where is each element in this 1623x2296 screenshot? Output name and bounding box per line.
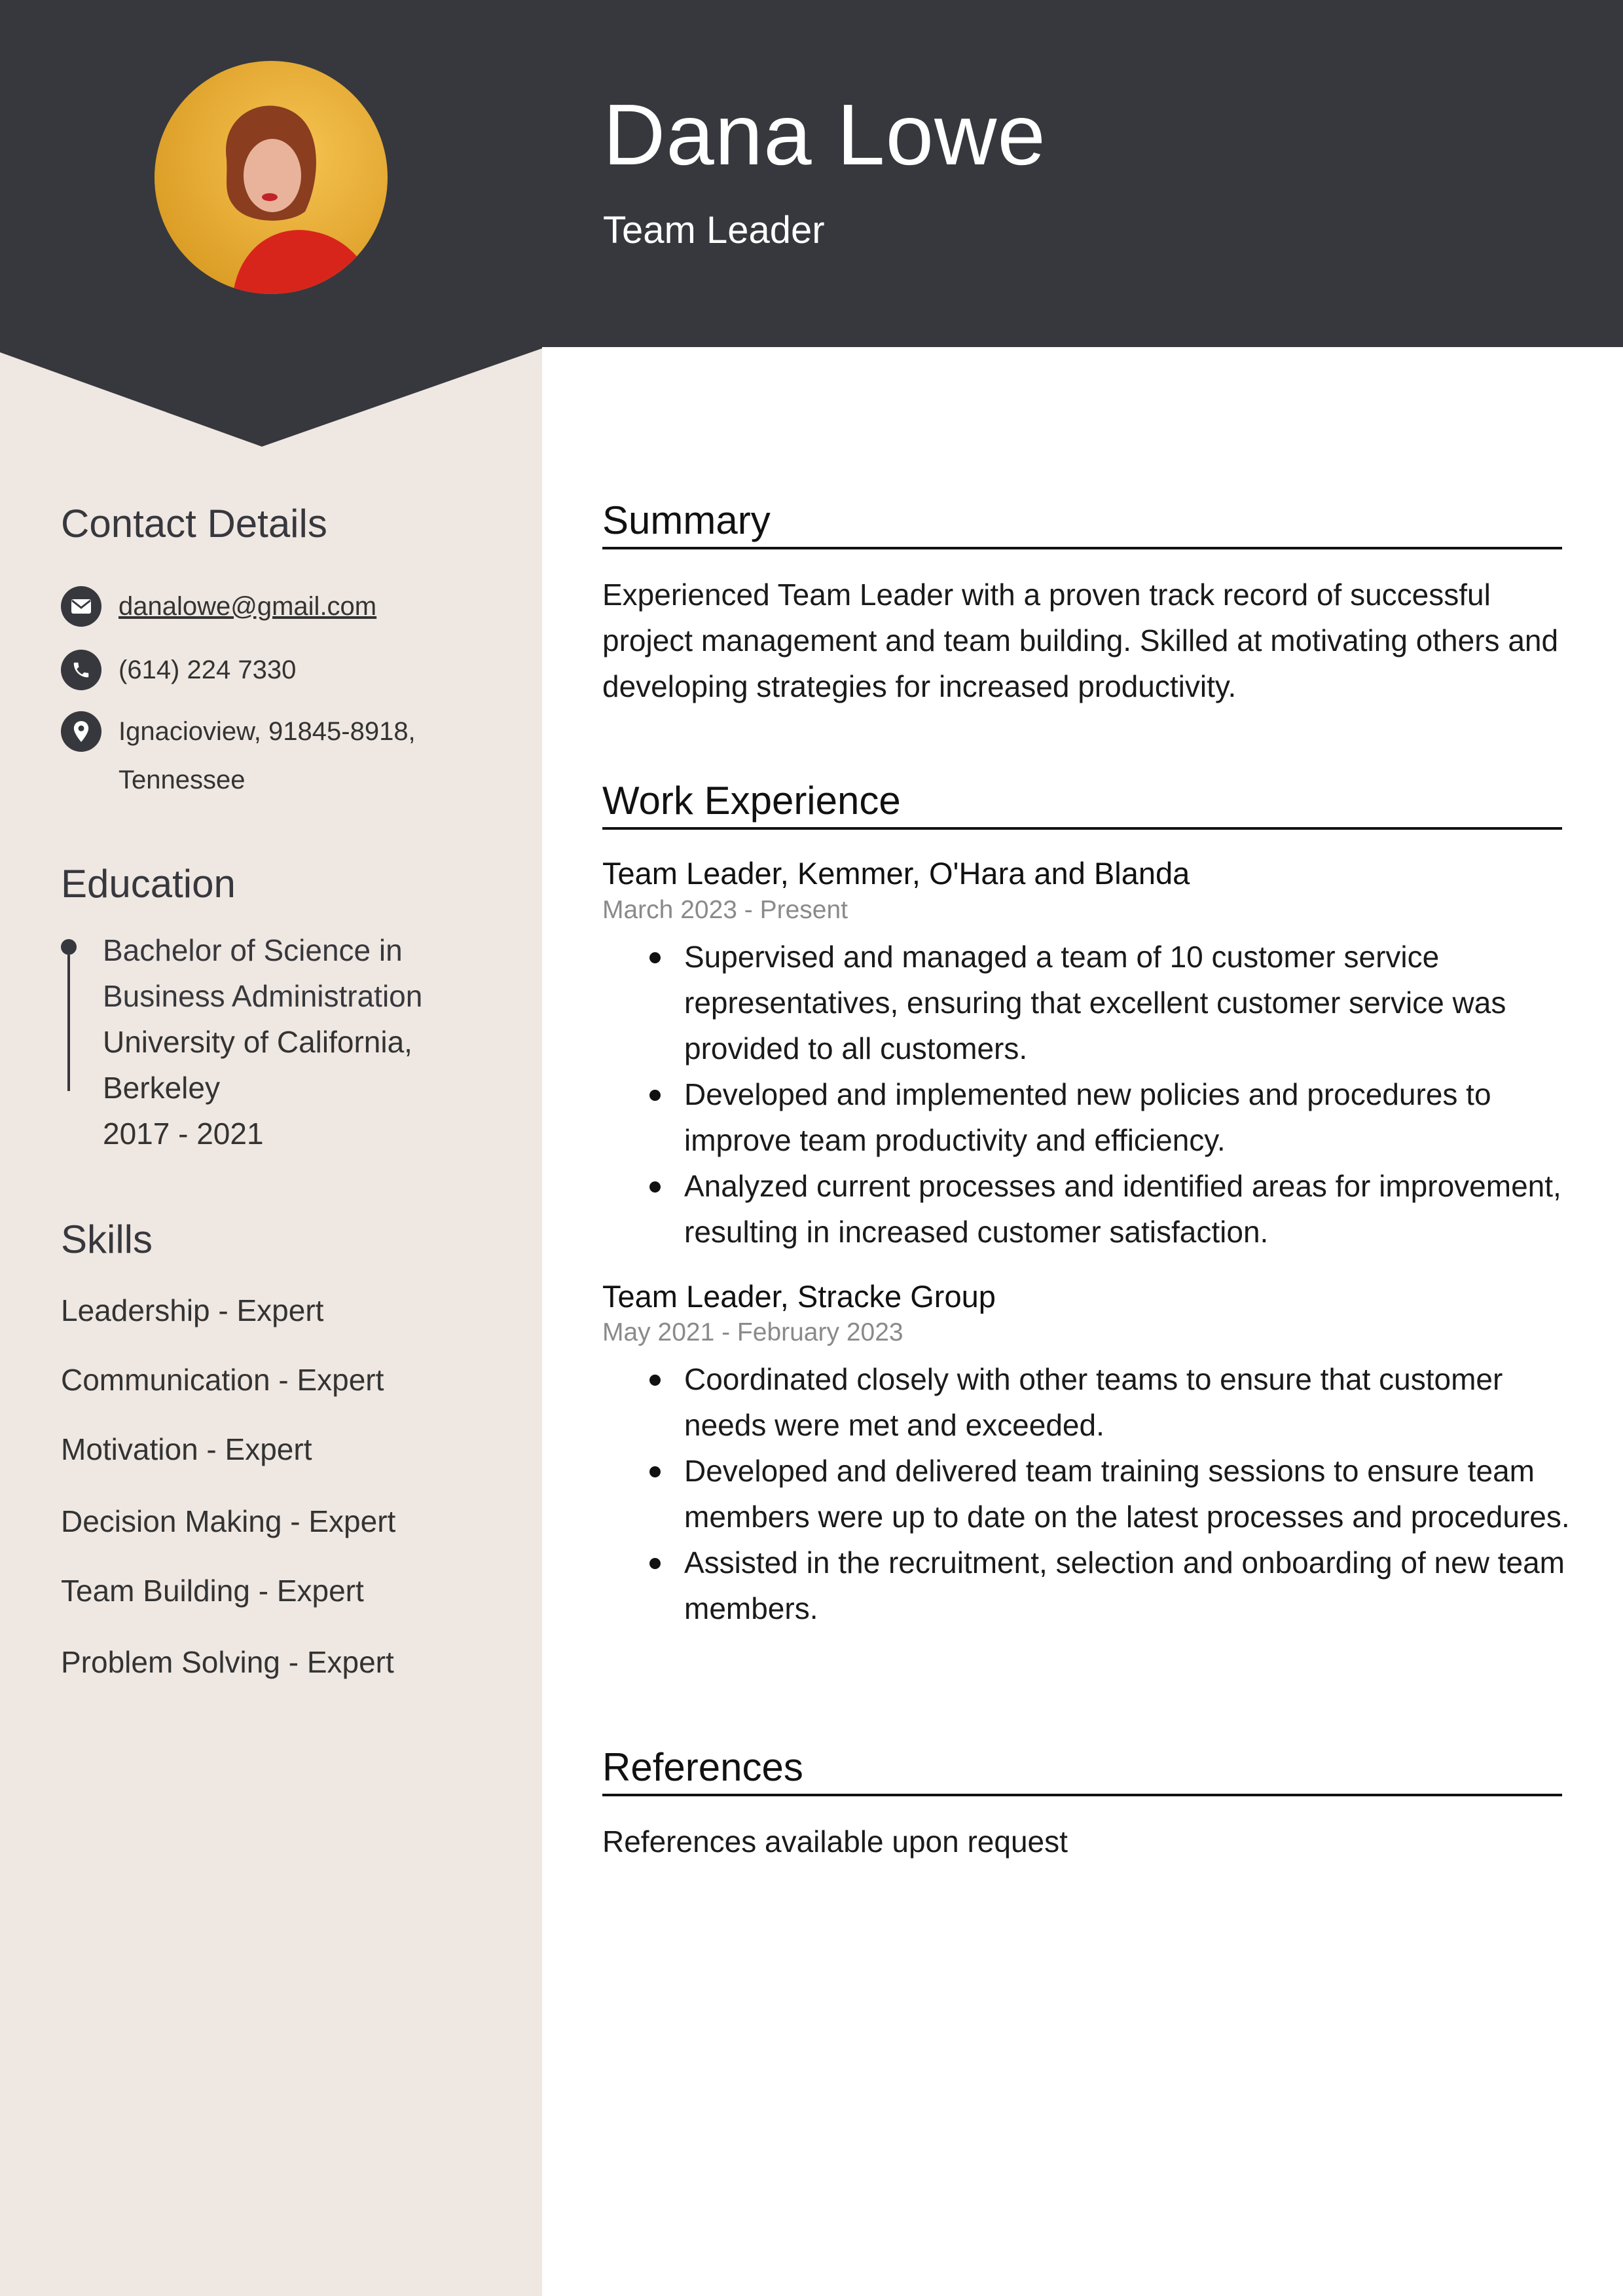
education-heading: Education xyxy=(61,862,236,906)
profile-photo xyxy=(155,61,388,294)
list-item: Coordinated closely with other teams to ensure that customer needs were met and exceeded. xyxy=(684,1356,1581,1448)
timeline-line xyxy=(67,955,70,1091)
job-title: Team Leader, Kemmer, O'Hara and Blanda xyxy=(602,856,1190,891)
skill-item: Communication - Expert xyxy=(61,1363,384,1397)
job-bullets xyxy=(684,934,1581,1255)
phone-text: (614) 224 7330 xyxy=(119,656,297,684)
candidate-title: Team Leader xyxy=(603,209,825,251)
school-line-2: Berkeley xyxy=(103,1071,220,1105)
address-line-1: Ignacioview, 91845-8918, xyxy=(119,717,416,746)
timeline-dot xyxy=(61,939,77,955)
candidate-name: Dana Lowe xyxy=(603,86,1046,183)
education-entry xyxy=(61,927,519,1150)
job-dates: March 2023 - Present xyxy=(602,896,848,924)
contact-email-row xyxy=(61,586,376,631)
skills-heading: Skills xyxy=(61,1217,153,1261)
list-item: Developed and delivered team training sessions to ensure team members were up to date on the latest processes and procedures. xyxy=(684,1448,1581,1540)
references-heading: References xyxy=(602,1745,1562,1796)
address-line-2: Tennessee xyxy=(119,766,246,794)
degree xyxy=(103,927,422,1019)
skill-item: Problem Solving - Expert xyxy=(61,1645,394,1679)
summary-heading: Summary xyxy=(602,498,1562,549)
skill-item: Decision Making - Expert xyxy=(61,1504,396,1538)
school-line-1: University of California, xyxy=(103,1025,412,1059)
location-pin-icon xyxy=(61,711,101,752)
email-link[interactable]: danalowe@gmail.com xyxy=(119,592,377,621)
education-years: 2017 - 2021 xyxy=(103,1117,264,1151)
header-chevron xyxy=(0,346,542,448)
list-item: Supervised and managed a team of 10 customer service representatives, ensuring that excellent customer service was provided to all customers. xyxy=(684,934,1581,1071)
contact-address-row xyxy=(61,711,416,804)
degree-line-2: Business Administration xyxy=(103,979,423,1013)
job-bullets xyxy=(684,1356,1581,1631)
skill-item: Leadership - Expert xyxy=(61,1293,324,1327)
list-item: Analyzed current processes and identified areas for improvement, resulting in increased customer satisfaction. xyxy=(684,1163,1581,1255)
email-icon xyxy=(61,586,101,627)
list-item: Developed and implemented new policies and procedures to improve team productivity and efficiency. xyxy=(684,1071,1581,1163)
skill-item: Motivation - Expert xyxy=(61,1432,312,1466)
contact-phone-row xyxy=(61,650,296,694)
experience-heading: Work Experience xyxy=(602,778,1562,830)
contact-heading: Contact Details xyxy=(61,502,327,546)
summary-text: Experienced Team Leader with a proven track record of successful project management and team building. Skilled at motivating others and developing strategies for increased productivity. xyxy=(602,578,1559,703)
job-dates: May 2021 - February 2023 xyxy=(602,1318,903,1346)
phone-icon xyxy=(61,650,101,690)
references-text: References available upon request xyxy=(602,1824,1068,1859)
list-item: Assisted in the recruitment, selection and onboarding of new team members. xyxy=(684,1540,1581,1631)
job-title: Team Leader, Stracke Group xyxy=(602,1279,996,1314)
skill-item: Team Building - Expert xyxy=(61,1574,364,1608)
degree-line-1: Bachelor of Science in xyxy=(103,933,403,967)
